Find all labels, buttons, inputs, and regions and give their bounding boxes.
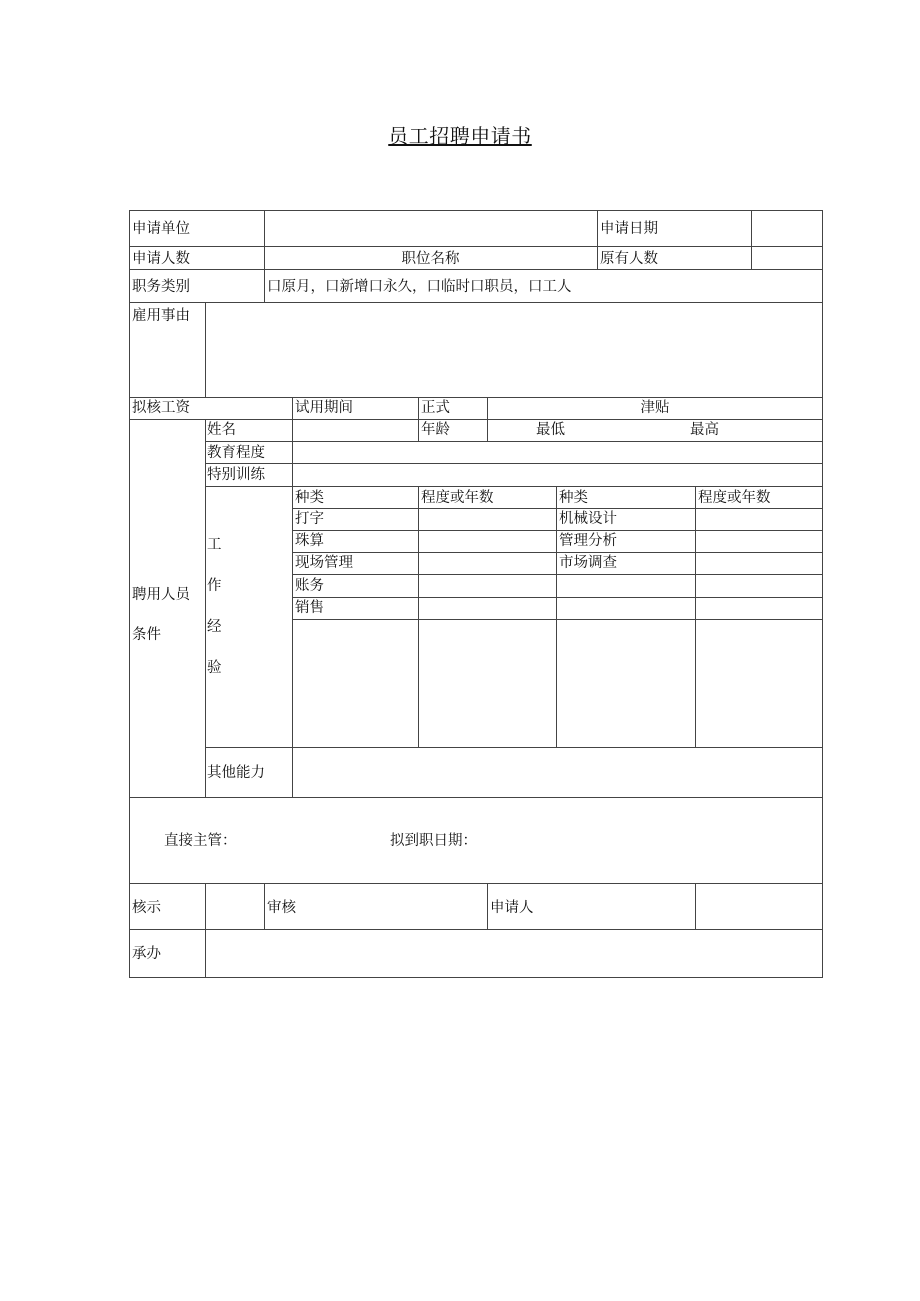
divider <box>205 463 823 464</box>
divider <box>129 419 823 420</box>
formal-label: 正式 <box>421 400 450 416</box>
divider <box>264 883 265 929</box>
work-exp-char: 工 <box>207 537 222 553</box>
divider <box>205 441 823 442</box>
max-label: 最高 <box>690 422 719 438</box>
kind-header-right: 种类 <box>559 490 588 506</box>
job-category-label: 职务类别 <box>132 279 190 295</box>
divider <box>129 797 823 798</box>
direct-supervisor-label: 直接主管： <box>164 833 237 849</box>
divider <box>129 883 823 884</box>
recruit-conditions-label-2: 条件 <box>132 627 161 643</box>
handler-label: 承办 <box>132 946 161 962</box>
divider <box>129 269 823 270</box>
planned-start-date-label: 拟到职日期： <box>390 833 477 849</box>
divider <box>129 929 823 930</box>
work-exp-char: 验 <box>207 660 222 676</box>
recruit-conditions-label-1: 聘用人员 <box>132 587 190 603</box>
other-ability-label: 其他能力 <box>207 765 265 781</box>
divider <box>418 486 419 747</box>
skill-left: 现场管理 <box>295 555 353 571</box>
divider <box>292 530 823 531</box>
work-exp-char: 作 <box>207 578 222 594</box>
proposed-salary-label: 拟核工资 <box>132 400 190 416</box>
min-label: 最低 <box>536 422 565 438</box>
skill-right: 管理分析 <box>559 533 617 549</box>
apply-count-label: 申请人数 <box>132 251 190 267</box>
divider <box>487 883 488 929</box>
divider <box>597 210 598 269</box>
divider <box>292 508 823 509</box>
hire-reason-label: 雇用事由 <box>132 308 190 324</box>
skill-right: 机械设计 <box>559 511 617 527</box>
name-label: 姓名 <box>207 422 236 438</box>
allowance-label: 津贴 <box>640 400 670 416</box>
divider <box>205 486 823 487</box>
divider <box>205 419 206 797</box>
degree-header-right: 程度或年数 <box>698 490 771 506</box>
divider <box>292 397 293 419</box>
special-training-label: 特别训练 <box>207 467 265 483</box>
divider <box>129 397 823 398</box>
border-top <box>129 210 823 211</box>
skill-right: 市场调查 <box>559 555 617 571</box>
divider <box>205 883 206 977</box>
work-exp-char: 经 <box>207 619 222 635</box>
divider <box>129 302 823 303</box>
position-name-label: 职位名称 <box>401 251 460 267</box>
trial-period-label: 试用期间 <box>295 400 353 416</box>
divider <box>292 574 823 575</box>
divider <box>556 486 557 747</box>
applicant-label: 申请人 <box>490 900 534 916</box>
degree-header-left: 程度或年数 <box>421 490 494 506</box>
divider <box>292 619 823 620</box>
skill-left: 打字 <box>295 511 324 527</box>
review-label: 审核 <box>267 900 296 916</box>
divider <box>695 486 696 747</box>
divider <box>292 552 823 553</box>
age-label: 年龄 <box>421 422 450 438</box>
skill-left: 账务 <box>295 578 324 594</box>
divider <box>205 747 823 748</box>
apply-unit-label: 申请单位 <box>132 221 190 237</box>
skill-left: 销售 <box>295 600 324 616</box>
divider <box>751 210 752 269</box>
border-bottom <box>129 977 823 978</box>
skill-left: 珠算 <box>295 533 324 549</box>
education-label: 教育程度 <box>207 445 265 461</box>
divider <box>695 883 696 929</box>
border-right <box>822 210 823 978</box>
divider <box>292 597 823 598</box>
approval-label: 核示 <box>132 900 161 916</box>
job-category-options: 口原月，口新增口永久，口临时口职员，口工人 <box>267 279 572 295</box>
existing-count-label: 原有人数 <box>600 251 658 267</box>
divider <box>129 246 823 247</box>
border-left <box>129 210 130 978</box>
page-title: 员工招聘申请书 <box>388 124 532 148</box>
apply-date-label: 申请日期 <box>600 221 658 237</box>
divider <box>292 419 293 797</box>
kind-header-left: 种类 <box>295 490 324 506</box>
divider <box>205 302 206 397</box>
